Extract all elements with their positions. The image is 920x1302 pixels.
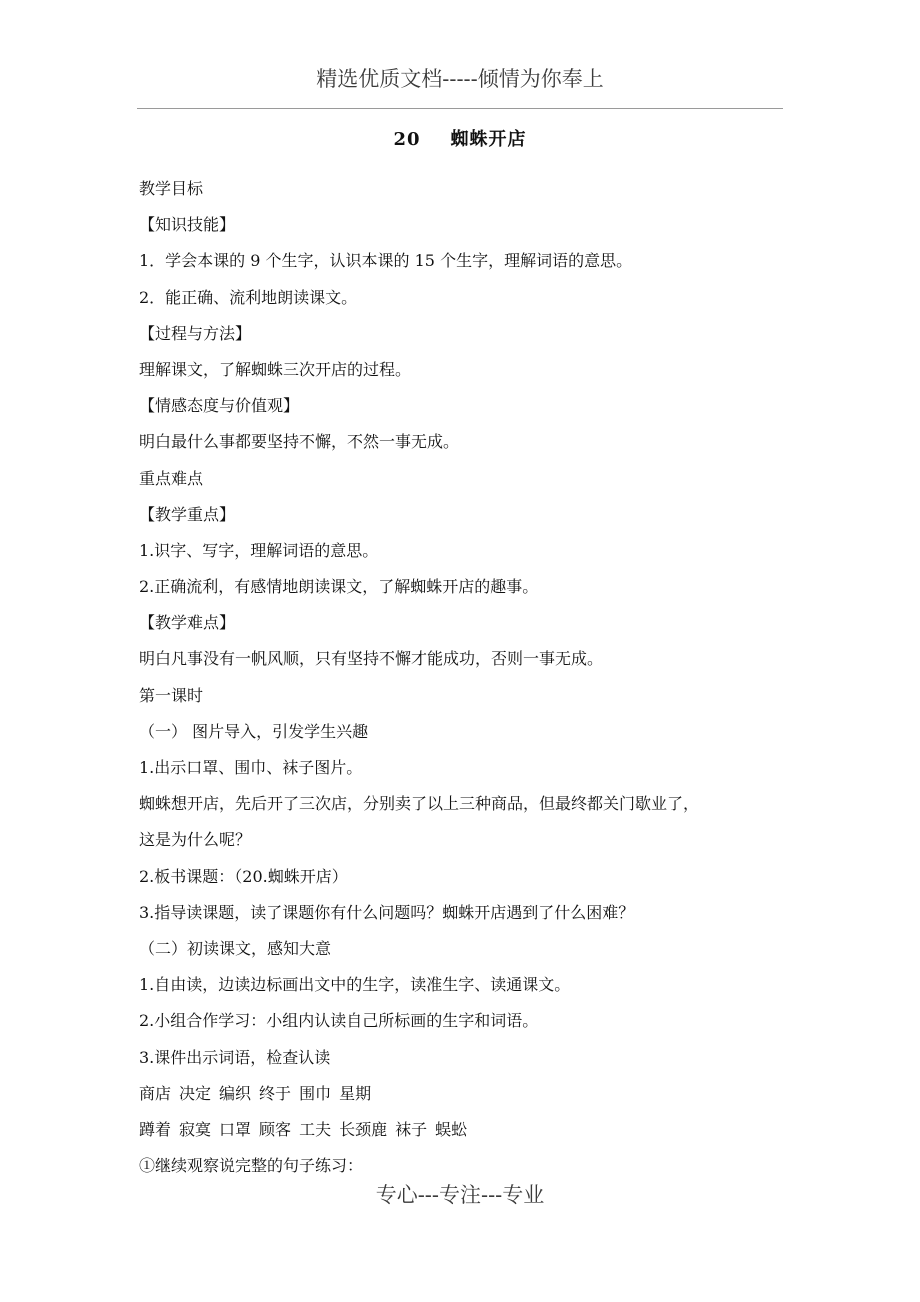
text-line: 理解课文，了解蜘蛛三次开店的过程。: [139, 359, 412, 379]
text-line: 1．学会本课的 9 个生字，认识本课的 15 个生字，理解词语的意思。: [139, 251, 633, 271]
text-line: 蜘蛛想开店，先后开了三次店，分别卖了以上三种商品，但最终都关门歇业了，: [139, 794, 700, 814]
text-line: 【过程与方法】: [139, 323, 252, 343]
text-line: 【情感态度与价值观】: [139, 396, 300, 416]
vocabulary-word: 星期: [339, 1083, 372, 1103]
header-divider: [137, 108, 783, 109]
vocabulary-word: 长颈鹿: [339, 1119, 388, 1139]
vocabulary-word: 顾客: [259, 1119, 292, 1139]
document-body: [139, 171, 789, 1184]
text-line: 2.正确流利，有感情地朗读课文，了解蜘蛛开店的趣事。: [139, 577, 539, 597]
page-footer: 专心---专注---专业: [375, 1183, 545, 1207]
text-line: 这是为什么呢？: [139, 830, 252, 850]
text-line: 2.板书课题：（20.蜘蛛开店）: [139, 866, 348, 886]
text-line: 【知识技能】: [139, 215, 236, 235]
lesson-title-text: 蜘蛛开店: [450, 129, 527, 150]
vocabulary-word: 蜈蚣: [435, 1119, 468, 1139]
text-line: 【教学难点】: [139, 613, 236, 633]
vocabulary-row: [139, 1112, 789, 1148]
text-line: 3.指导读课题，读了课题你有什么问题吗？蜘蛛开店遇到了什么困难？: [139, 902, 635, 922]
vocabulary-word: 围巾: [299, 1083, 332, 1103]
text-line: 明白凡事没有一帆风顺，只有坚持不懈才能成功，否则一事无成。: [139, 649, 604, 669]
vocabulary-word: 工夫: [299, 1119, 332, 1139]
lesson-number: 20: [393, 129, 421, 150]
vocabulary-word: 决定: [179, 1083, 212, 1103]
page-header: 精选优质文档-----倾情为你奉上: [316, 67, 604, 91]
text-line: （二）初读课文，感知大意: [139, 938, 332, 958]
text-line: 1.出示口罩、围巾、袜子图片。: [139, 758, 363, 777]
text-line: 【教学重点】: [139, 504, 236, 524]
text-line: 重点难点: [139, 468, 204, 488]
text-line: 第一课时: [139, 685, 204, 705]
text-line: （一） 图片导入，引发学生兴趣: [139, 721, 369, 741]
vocabulary-word: 袜子: [395, 1119, 428, 1139]
lesson-title: [0, 126, 920, 154]
vocabulary-word: 蹲着: [139, 1119, 172, 1139]
vocabulary-row: [139, 1076, 789, 1112]
vocabulary-word: 终于: [259, 1083, 292, 1103]
text-line: 明白最什么事都要坚持不懈，不然一事无成。: [139, 432, 460, 452]
text-line: ①继续观察说完整的句子练习：: [139, 1156, 364, 1176]
text-line: 教学目标: [139, 179, 204, 198]
text-line: 1.识字、写字，理解词语的意思。: [139, 540, 379, 560]
text-line: 1.自由读，边读边标画出文中的生字，读准生字、读通课文。: [139, 975, 571, 995]
vocabulary-word: 口罩: [219, 1119, 252, 1139]
text-line: 3.课件出示词语，检查认读: [139, 1047, 331, 1067]
text-line: 2.小组合作学习：小组内认读自己所标画的生字和词语。: [139, 1011, 539, 1031]
vocabulary-word: 商店: [139, 1083, 172, 1103]
text-line: 2．能正确、流利地朗读课文。: [139, 287, 358, 307]
vocabulary-word: 编织: [219, 1083, 252, 1103]
vocabulary-word: 寂寞: [179, 1119, 212, 1139]
